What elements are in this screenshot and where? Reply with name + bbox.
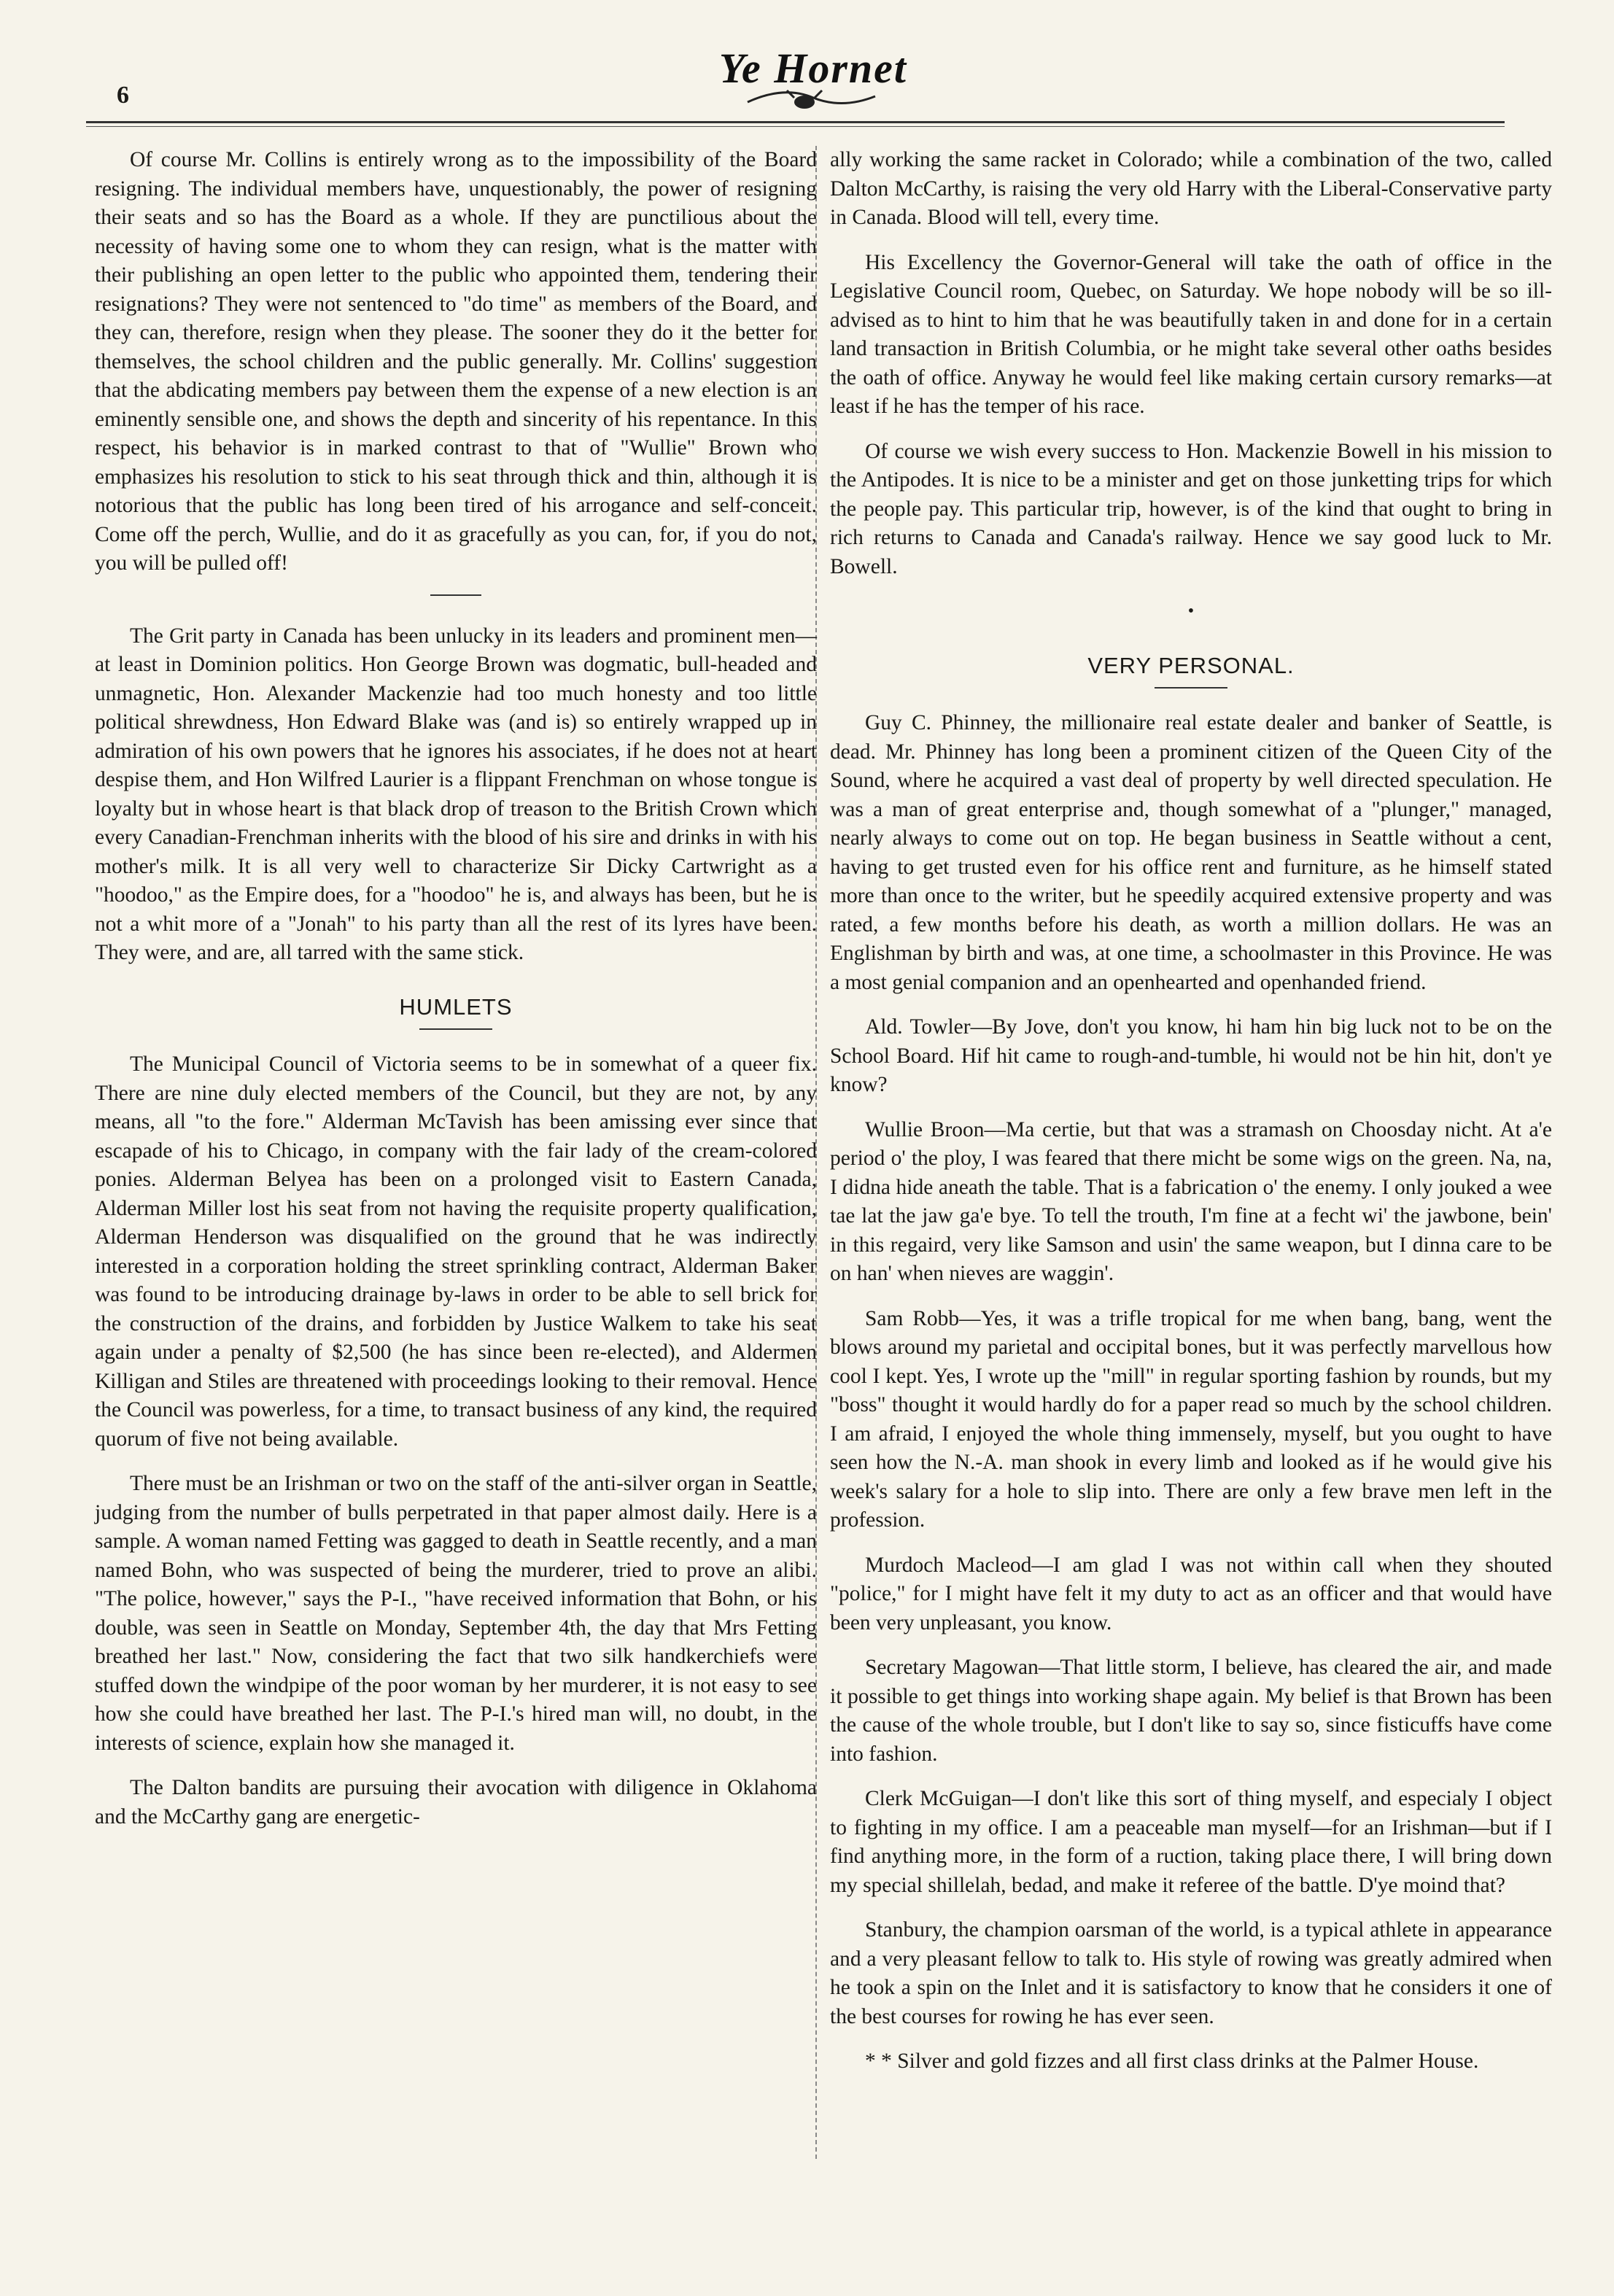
heading-very-personal: VERY PERSONAL. [1087, 652, 1295, 678]
quote-murdoch-macleod: Murdoch Macleod—I am glad I was not within call when they shouted "police," for I might have felt it my duty to act as an officer and that would have been very unpleasant, you know. [830, 1553, 1552, 1634]
article-dalton-continued: ally working the same racket in Colorado; while a combination of the two, called Dalton McCarthy, is raising the very old Harry with the Liberal-Conservative party in Canada. Blood will tell, every time. [830, 148, 1552, 229]
page-number: 6 [117, 82, 129, 109]
heading-rule [1155, 687, 1227, 689]
right-column [830, 146, 1552, 2093]
article-collins: Of course Mr. Collins is entirely wrong as to the impossibility of the Board resigning. The individual members have, unquestionably, the power of resigning their seats and so has the Board as a whole. If they are punctilious about the necessity of having some one to whom they can resign, what is the matter with their publishing an open letter to the public who appointed them, tendering their resignations? They were not sentenced to "do time" as members of the Board, and they can, therefore, resign when they please. The sooner they do it the better for themselves, the school children and the public generally. Mr. Collins' suggestion that the abdicating members pay between them the expense of a new election is an eminently sensible one, and shows the depth and sincerity of his repentance. In this respect, his behavior is in marked contrast to that of "Wullie" Brown who emphasizes his resolution to stick to his seat through thick and thin, although it is notorious that the public has long been tired of his arrogance and self-conceit. Come off the perch, Wullie, and do it as gracefully as you can, for, if you do not, you will be pulled off! [95, 148, 817, 575]
heading-humlets: HUMLETS [399, 993, 513, 1020]
masthead-logo [718, 16, 908, 118]
article-phinney: Guy C. Phinney, the millionaire real estate dealer and banker of Seattle, is dead. Mr. Phinney has long been a prominent citizen of the Queen City of the Sound, where he acquired a vast deal of property by well directed speculation. He was a man of great enterprise and, though somewhat of a "plunger," managed, nearly always to come out on top. He began business in Seattle without a cent, having to get trusted even for his office rent and furniture, as he himself stated more than once to the writer, but he speedily acquired extensive property and was rated, a few months before his death, as worth a million dollars. He was an Englishman by birth and was, at one time, a schoolmaster in this Province. He was a most genial companion and an openhearted and openhanded friend. [830, 711, 1552, 994]
advertisement-palmer-house: * * Silver and gold fizzes and all first class drinks at the Palmer House. [865, 2049, 1479, 2073]
article-stanbury: Stanbury, the champion oarsman of the world, is a typical athlete in appearance and a very pleasant fellow to talk to. His style of rowing was greatly admired when he took a spin on the Inlet and it is satisfactory to know that he considers it one of the best courses for rowing he has ever seen. [830, 1918, 1552, 2028]
article-municipal-council: The Municipal Council of Victoria seems to be in somewhat of a queer fix. There are nine duly elected members of the Council, but they are not, by any means, all "to the fore." Alderman McTavish has been amissing ever since that escapade of his to Chicago, in company with the fair lady of the cream-colored ponies. Alderman Belyea has been on a prolonged visit to Eastern Canada, Alderman Miller lost his seat from not having the requisite property qualification, Alderman Henderson was disqualified on the ground that he was indirectly interested in a corporation holding the street sprinkling contract, Alderman Baker was found to be introducing drainage by-laws in order to be able to sell brick for the construction of the drains, and forbidden by Justice Walkem to take his seat again under a penalty of $2,500 (he has since been re-elected), and Aldermen Killigan and Stiles are threatened with proceedings looking to their removal. Hence the Council was powerless, for a time, to transact business of any kind, the required quorum of five not being available. [95, 1052, 817, 1451]
quote-mcguigan: Clerk McGuigan—I don't like this sort of thing myself, and especialy I object to fighting in my office. I am a peaceable man myself—for an Irishman—but if I find anything more, in the form of a ruction, taking place there, I will bring down my special shillelah, bedad, and make it referee of the battle. D'ye moind that? [830, 1787, 1552, 1897]
article-governor-general: His Excellency the Governor-General will take the oath of office in the Legislative Council room, Quebec, on Saturday. We hope nobody will be so ill-advised as to hint to him that he was beautifully taken in and done for in a certain land transaction in British Columbia, or he might take several other oaths besides the oath of office. Anyway he would feel like making certain cursory remarks—at least if he has the temper of his race. [830, 250, 1552, 418]
quote-towler: Ald. Towler—By Jove, don't you know, hi ham hin big luck not to be on the School Board. Hif hit came to rough-and-tumble, hi would not be hin hit, don't ye know? [830, 1015, 1552, 1096]
article-dalton-bandits: The Dalton bandits are pursuing their avocation with diligence in Oklahoma and the McCarthy gang are energetic- [95, 1776, 817, 1828]
left-column [95, 146, 817, 1847]
article-grit-party: The Grit party in Canada has been unlucky in its leaders and prominent men—at least in Dominion politics. Hon George Brown was dogmatic, bull-headed and unmagnetic, Hon. Alexander Mackenzie had too much honesty and too little political shrewdness, Hon Edward Blake was (and is) so entirely wrapped up in admiration of his own powers that he ignores his associates, if he does not at heart despise them, and Hon Wilfred Laurier is a flippant Frenchman on whose tongue is loyalty but in whose heart is that black drop of treason to the British Crown which every Canadian-Frenchman inherits with the blood of his sire and drinks in with his mother's milk. It is all very well to characterize Sir Dicky Cartwright as a "hoodoo," as the Empire does, for a "hoodoo" he is, and always has been, but he is not a whit more of a "Jonah" to his party than all the rest of its lyres have been. They were, and are, all tarred with the same stick. [95, 624, 817, 964]
section-divider [430, 594, 481, 596]
article-bowell: Of course we wish every success to Hon. Mackenzie Bowell in his mission to the Antipodes. It is nice to be a minister and get on those junketting trips for which the people pay. This particular trip, however, is of the kind that ought to bring in rich returns to Canada and Canada's railway. Hence we say good luck to Mr. Bowell. [830, 439, 1552, 578]
masthead-title: Ye Hornet [718, 44, 908, 92]
heading-rule [419, 1028, 492, 1030]
header-rule [86, 121, 1505, 127]
quote-wullie-broon: Wullie Broon—Ma certie, but that was a stramash on Choosday nicht. At a'e period o' the ploy, I was feared that there micht be some wigs on the green. Na, na, I didna hide aneath the table. That is a fabrication o' the enemy. I only jouked a wee tae lat the jaw ga'e bye. To tell the trouth, I'm fine at a fecht wi' the jawbone, bein' in this regaird, very like Samson and usin' the same weapon, but I dinna care to be on han' when nieves are waggin'. [830, 1117, 1552, 1285]
article-irishman: There must be an Irishman or two on the staff of the anti-silver organ in Seattle, judging from the number of bulls perpetrated in that paper almost daily. Here is a sample. A woman named Fetting was gagged to death in Seattle recently, and a man named Bohn, who was suspected of being the murderer, tried to prove an alibi. "The police, however," says the P-I., "have received information that Bohn, or his double, was seen in Seattle on Monday, September 4th, the day that Mrs Fetting breathed her last." Now, considering the fact that two silk handkerchiefs were stuffed down the windpipe of the poor woman by her murderer, it is not easy to see how she could have breathed her last. The P-I.'s hired man will, no doubt, in the interests of science, explain how she managed it. [95, 1472, 817, 1755]
quote-sam-robb: Sam Robb—Yes, it was a trifle tropical for me when bang, bang, went the blows around my parietal and occipital bones, but it was perfectly marvellous how cool I kept. Yes, I wrote up the "mill" in regular sporting fashion by rounds, but my "boss" thought it would hardly do for a paper read so much by the school children. I am afraid, I enjoyed the whole thing immensely, myself, but you ought to have seen how the N.-A. man shook in every limb and looked as if he would give his week's salary for a hole to slip into. There are only a few brave men left in the profession. [830, 1306, 1552, 1532]
bullet-dot: • [1187, 602, 1195, 621]
quote-magowan: Secretary Magowan—That little storm, I believe, has cleared the air, and made it possible to get things into working shape again. My belief is that Brown has been the cause of the whole trouble, but I don't like to say so, since fisticuffs have come into fashion. [830, 1656, 1552, 1766]
